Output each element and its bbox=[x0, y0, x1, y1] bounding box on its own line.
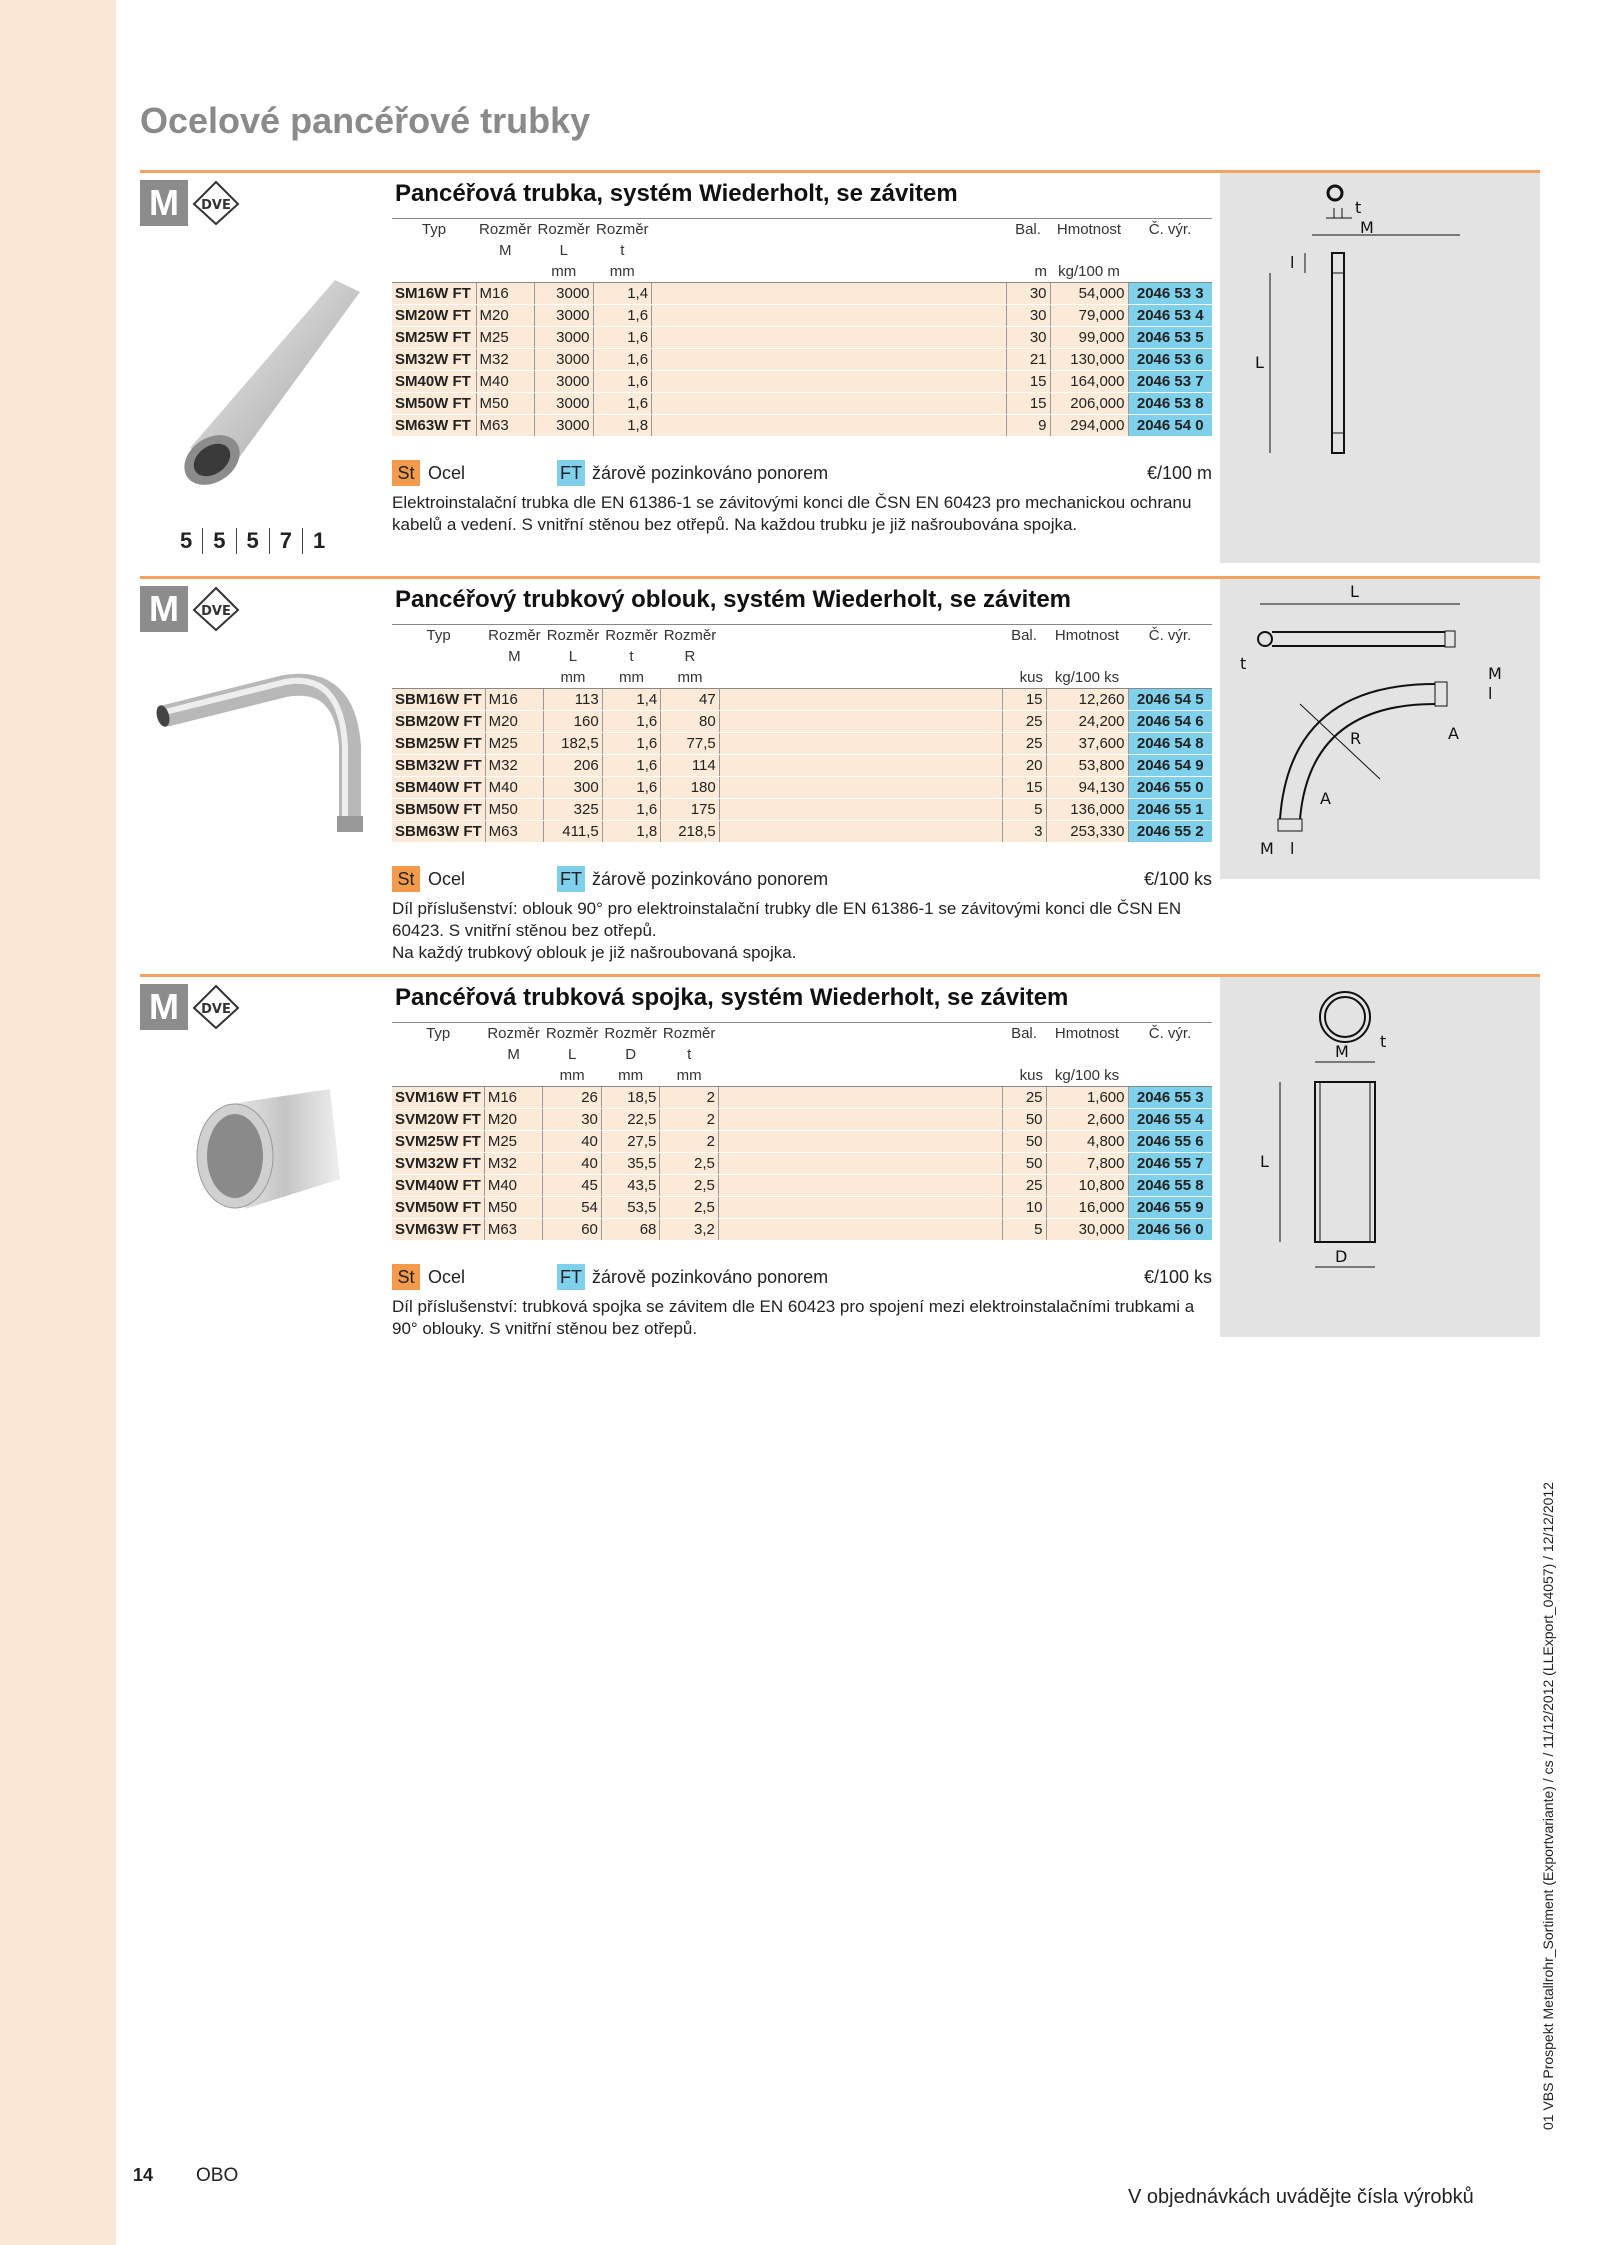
price-unit: €/100 m bbox=[1146, 463, 1212, 483]
cell-b: 1,6 bbox=[602, 711, 661, 733]
cell-a: 45 bbox=[543, 1175, 602, 1197]
product-table: Typ Rozměr M Rozměr L Rozměr D Rozměr t Bal. Hmotnost Č. výr. mm mm mm kus kg/100 ks SVM16W FT M16 26 18,5 2 25 1,600 2046 55 3 SVM20W FT M20 30 22,5 2 50 2,600 2046 55 4 SVM25W FT M25 40 27,5 2 50 4,800 2046 55 6 SVM32W FT M32 40 35,5 2,5 50 7,800 2046 55 7 SVM40W FT M40 45 43,5 2,5 25 10,800 2046 55 8 SVM50W FT M50 54 53,5 2,5 10 16,000 2046 55 9 SVM63W FT M63 60 68 3,2 5 30,000 2046 56 0 bbox=[392, 1022, 1212, 1241]
svg-text:t: t bbox=[1380, 1032, 1387, 1051]
cell-cv: 2046 54 5 bbox=[1128, 689, 1212, 711]
svg-text:l: l bbox=[1488, 684, 1493, 703]
cell-bal: 25 bbox=[1002, 733, 1046, 755]
cell-hm: 1,600 bbox=[1046, 1087, 1128, 1109]
table-row bbox=[392, 1131, 1212, 1153]
cell-b: 1,8 bbox=[602, 821, 661, 843]
svg-text:L: L bbox=[1255, 353, 1264, 372]
cell-typ: SM40W FT bbox=[392, 371, 476, 393]
cell-a: 182,5 bbox=[544, 733, 603, 755]
cell-bal: 5 bbox=[1002, 1219, 1046, 1241]
cell-c: 47 bbox=[661, 689, 720, 711]
cell-cv: 2046 55 0 bbox=[1128, 777, 1212, 799]
cell-a: 30 bbox=[543, 1109, 602, 1131]
cell-hm: 130,000 bbox=[1050, 349, 1128, 371]
cell-m: M16 bbox=[476, 283, 535, 305]
cell-b: 1,6 bbox=[593, 305, 652, 327]
table-row bbox=[392, 393, 1212, 415]
cell-hm: 16,000 bbox=[1046, 1197, 1128, 1219]
material-st-badge: St bbox=[392, 866, 420, 892]
section-coupling bbox=[140, 974, 1540, 1354]
material-row: St Ocel FT žárově pozinkováno ponorem €/100 ks bbox=[392, 1264, 1212, 1290]
col-cislo: Č. výr. bbox=[1128, 219, 1212, 262]
cell-cv: 2046 54 0 bbox=[1128, 415, 1212, 437]
cell-bal: 10 bbox=[1002, 1197, 1046, 1219]
finish-ft-label: žárově pozinkováno ponorem bbox=[592, 463, 829, 483]
cell-b: 27,5 bbox=[601, 1131, 660, 1153]
svg-text:l: l bbox=[1290, 839, 1295, 858]
table-row bbox=[392, 1219, 1212, 1241]
table-row bbox=[392, 777, 1212, 799]
cell-hm: 12,260 bbox=[1046, 689, 1128, 711]
cell-cv: 2046 55 9 bbox=[1128, 1197, 1212, 1219]
cell-c: 2,5 bbox=[660, 1175, 719, 1197]
section-bend bbox=[140, 576, 1540, 976]
cell-m: M20 bbox=[485, 711, 544, 733]
table-row bbox=[392, 689, 1212, 711]
cell-b: 35,5 bbox=[601, 1153, 660, 1175]
material-row: St Ocel FT žárově pozinkováno ponorem €/100 ks bbox=[392, 866, 1212, 892]
badge-m: M bbox=[140, 984, 188, 1030]
svg-text:DVE: DVE bbox=[201, 1002, 231, 1017]
cell-cv: 2046 55 7 bbox=[1128, 1153, 1212, 1175]
cell-hm: 253,330 bbox=[1046, 821, 1128, 843]
cell-c: 175 bbox=[661, 799, 720, 821]
svg-text:L: L bbox=[1260, 1152, 1269, 1171]
cell-typ: SM25W FT bbox=[392, 327, 476, 349]
cell-b: 68 bbox=[601, 1219, 660, 1241]
table-row bbox=[392, 799, 1212, 821]
page-number: 14 bbox=[133, 2165, 154, 2185]
finish-ft-badge: FT bbox=[557, 460, 585, 486]
cell-m: M20 bbox=[476, 305, 535, 327]
vde-mark-icon bbox=[192, 180, 240, 226]
table-row bbox=[392, 711, 1212, 733]
cell-typ: SVM25W FT bbox=[392, 1131, 484, 1153]
cell-cv: 2046 53 6 bbox=[1128, 349, 1212, 371]
cell-hm: 136,000 bbox=[1046, 799, 1128, 821]
cell-hm: 206,000 bbox=[1050, 393, 1128, 415]
table-row bbox=[392, 1197, 1212, 1219]
cell-m: M32 bbox=[484, 1153, 543, 1175]
cell-cv: 2046 54 8 bbox=[1128, 733, 1212, 755]
cell-a: 40 bbox=[543, 1153, 602, 1175]
material-row bbox=[392, 460, 1212, 486]
cell-b: 22,5 bbox=[601, 1109, 660, 1131]
tube-photo bbox=[160, 280, 360, 500]
cell-m: M16 bbox=[484, 1087, 543, 1109]
table-row bbox=[392, 305, 1212, 327]
cell-cv: 2046 54 6 bbox=[1128, 711, 1212, 733]
cell-cv: 2046 55 3 bbox=[1128, 1087, 1212, 1109]
price-unit: €/100 ks bbox=[1143, 1267, 1212, 1287]
svg-text:A: A bbox=[1320, 789, 1331, 808]
cell-b: 1,6 bbox=[602, 733, 661, 755]
cell-bal: 25 bbox=[1002, 1087, 1046, 1109]
cell-m: M32 bbox=[485, 755, 544, 777]
svg-text:t: t bbox=[1355, 198, 1362, 217]
cell-b: 1,6 bbox=[593, 327, 652, 349]
table-row bbox=[392, 821, 1212, 843]
cell-typ: SM32W FT bbox=[392, 349, 476, 371]
table-row bbox=[392, 283, 1212, 305]
cell-c: 2 bbox=[660, 1109, 719, 1131]
svg-text:DVE: DVE bbox=[201, 198, 231, 213]
cell-a: 60 bbox=[543, 1219, 602, 1241]
cell-hm: 4,800 bbox=[1046, 1131, 1128, 1153]
table-row bbox=[392, 755, 1212, 777]
cell-m: M63 bbox=[476, 415, 535, 437]
bend-drawing bbox=[1220, 579, 1540, 879]
cell-a: 3000 bbox=[535, 305, 594, 327]
price-unit: €/100 ks bbox=[1143, 869, 1212, 889]
left-margin-strip bbox=[0, 0, 116, 2245]
cell-b: 1,6 bbox=[602, 777, 661, 799]
cell-bal: 15 bbox=[1006, 393, 1050, 415]
coupling-photo bbox=[180, 1084, 350, 1224]
cell-m: M40 bbox=[476, 371, 535, 393]
cell-cv: 2046 55 1 bbox=[1128, 799, 1212, 821]
section-title: Pancéřový trubkový oblouk, systém Wiederholt, se závitem bbox=[395, 586, 1072, 613]
cell-cv: 2046 56 0 bbox=[1128, 1219, 1212, 1241]
cell-cv: 2046 53 3 bbox=[1128, 283, 1212, 305]
table-row bbox=[392, 349, 1212, 371]
cell-c: 77,5 bbox=[661, 733, 720, 755]
vde-mark-icon bbox=[192, 984, 240, 1030]
svg-text:R: R bbox=[1350, 729, 1362, 748]
product-description: Díl příslušenství: trubková spojka se závitem dle EN 60423 pro spojení mezi elektroinstalačními trubkami a 90° oblouky. S vnitřní stěnou bez otřepů. bbox=[392, 1297, 1195, 1338]
col-hmotnost: Hmotnost bbox=[1050, 219, 1128, 262]
cell-m: M63 bbox=[484, 1219, 543, 1241]
unit-hm: kg/100 m bbox=[1050, 261, 1128, 283]
cell-c: 3,2 bbox=[660, 1219, 719, 1241]
cell-hm: 164,000 bbox=[1050, 371, 1128, 393]
col-bal: Bal. bbox=[1006, 219, 1050, 262]
cell-b: 1,8 bbox=[593, 415, 652, 437]
svg-text:DVE: DVE bbox=[201, 604, 231, 619]
cell-typ: SBM32W FT bbox=[392, 755, 485, 777]
cell-typ: SBM20W FT bbox=[392, 711, 485, 733]
cell-hm: 10,800 bbox=[1046, 1175, 1128, 1197]
cell-typ: SBM25W FT bbox=[392, 733, 485, 755]
cell-c: 2,5 bbox=[660, 1153, 719, 1175]
cell-c: 114 bbox=[661, 755, 720, 777]
cell-typ: SM16W FT bbox=[392, 283, 476, 305]
cell-a: 40 bbox=[543, 1131, 602, 1153]
cell-bal: 21 bbox=[1006, 349, 1050, 371]
table-row bbox=[392, 371, 1212, 393]
cell-bal: 30 bbox=[1006, 327, 1050, 349]
cell-bal: 50 bbox=[1002, 1109, 1046, 1131]
cell-m: M16 bbox=[485, 689, 544, 711]
cell-typ: SVM50W FT bbox=[392, 1197, 484, 1219]
col-m: Rozměr M bbox=[476, 219, 535, 262]
finish-ft-badge: FT bbox=[557, 866, 585, 892]
cell-cv: 2046 53 5 bbox=[1128, 327, 1212, 349]
cell-cv: 2046 55 6 bbox=[1128, 1131, 1212, 1153]
cell-hm: 94,130 bbox=[1046, 777, 1128, 799]
svg-text:t: t bbox=[1240, 654, 1247, 673]
cell-hm: 79,000 bbox=[1050, 305, 1128, 327]
vde-mark-icon bbox=[192, 586, 240, 632]
cell-a: 3000 bbox=[535, 393, 594, 415]
svg-text:M: M bbox=[1488, 664, 1502, 683]
cell-hm: 7,800 bbox=[1046, 1153, 1128, 1175]
table-row bbox=[392, 327, 1212, 349]
badge-m: M bbox=[140, 180, 188, 226]
section-title: Pancéřová trubková spojka, systém Wiederholt, se závitem bbox=[395, 984, 1069, 1011]
col-l: Rozměr L bbox=[535, 219, 594, 262]
brand: OBO bbox=[196, 2165, 239, 2186]
cell-bal: 25 bbox=[1002, 1175, 1046, 1197]
cell-hm: 53,800 bbox=[1046, 755, 1128, 777]
cell-a: 54 bbox=[543, 1197, 602, 1219]
cell-a: 206 bbox=[544, 755, 603, 777]
col-typ: Typ bbox=[392, 219, 476, 262]
table-row bbox=[392, 1087, 1212, 1109]
cell-a: 3000 bbox=[535, 371, 594, 393]
cell-typ: SBM16W FT bbox=[392, 689, 485, 711]
table-row bbox=[392, 1109, 1212, 1131]
page-title: Ocelové pancéřové trubky bbox=[140, 100, 591, 141]
svg-text:M: M bbox=[1360, 218, 1374, 237]
material-st-badge: St bbox=[392, 460, 420, 486]
cell-cv: 2046 54 9 bbox=[1128, 755, 1212, 777]
cell-m: M63 bbox=[485, 821, 544, 843]
cell-bal: 3 bbox=[1002, 821, 1046, 843]
unit-l: mm bbox=[535, 261, 594, 283]
svg-text:M: M bbox=[1335, 1042, 1349, 1061]
cell-a: 3000 bbox=[535, 327, 594, 349]
svg-text:l: l bbox=[1290, 253, 1295, 272]
cell-a: 3000 bbox=[535, 283, 594, 305]
cell-bal: 50 bbox=[1002, 1153, 1046, 1175]
cell-hm: 99,000 bbox=[1050, 327, 1128, 349]
cell-typ: SVM63W FT bbox=[392, 1219, 484, 1241]
cell-typ: SBM40W FT bbox=[392, 777, 485, 799]
cell-typ: SVM40W FT bbox=[392, 1175, 484, 1197]
cell-m: M40 bbox=[485, 777, 544, 799]
section-title: Pancéřová trubka, systém Wiederholt, se závitem bbox=[395, 180, 958, 207]
cell-typ: SM50W FT bbox=[392, 393, 476, 415]
cell-hm: 37,600 bbox=[1046, 733, 1128, 755]
table-row bbox=[392, 415, 1212, 437]
cell-b: 18,5 bbox=[601, 1087, 660, 1109]
cell-a: 325 bbox=[544, 799, 603, 821]
cell-cv: 2046 55 8 bbox=[1128, 1175, 1212, 1197]
cell-hm: 294,000 bbox=[1050, 415, 1128, 437]
cell-typ: SBM63W FT bbox=[392, 821, 485, 843]
cell-a: 300 bbox=[544, 777, 603, 799]
cell-m: M32 bbox=[476, 349, 535, 371]
cell-bal: 9 bbox=[1006, 415, 1050, 437]
cell-bal: 20 bbox=[1002, 755, 1046, 777]
cell-bal: 15 bbox=[1002, 777, 1046, 799]
cell-hm: 54,000 bbox=[1050, 283, 1128, 305]
cell-bal: 50 bbox=[1002, 1131, 1046, 1153]
cell-c: 218,5 bbox=[661, 821, 720, 843]
cell-m: M50 bbox=[484, 1197, 543, 1219]
cell-c: 2 bbox=[660, 1131, 719, 1153]
cell-typ: SM20W FT bbox=[392, 305, 476, 327]
cell-bal: 25 bbox=[1002, 711, 1046, 733]
finish-ft-badge: FT bbox=[557, 1264, 585, 1290]
product-table: Typ Rozměr M Rozměr L Rozměr t Rozměr R Bal. Hmotnost Č. výr. mm mm mm kus kg/100 ks SBM16W FT M16 113 1,4 47 15 12,260 2046 54 5 SBM20W FT M20 160 1,6 80 25 24,200 2046 54 6 SBM25W FT M25 182,5 1,6 77,5 25 37,600 2046 54 8 SBM32W FT M32 206 1,6 114 20 53,800 2046 54 9 SBM40W FT M40 300 1,6 180 15 94,130 2046 55 0 SBM50W FT M50 325 1,6 175 5 136,000 2046 55 1 SBM63W FT M63 411,5 1,8 218,5 3 253,330 2046 55 2 bbox=[392, 624, 1212, 843]
cell-b: 1,4 bbox=[602, 689, 661, 711]
cell-cv: 2046 53 4 bbox=[1128, 305, 1212, 327]
cell-c: 2 bbox=[660, 1087, 719, 1109]
cell-b: 53,5 bbox=[601, 1197, 660, 1219]
unit-bal: m bbox=[1006, 261, 1050, 283]
cell-cv: 2046 55 4 bbox=[1128, 1109, 1212, 1131]
print-info: 01 VBS Prospekt Metallrohr_Sortiment (Exportvariante) / cs / 11/12/2012 (LLExport_04057) / 12/12/2012 bbox=[1540, 1482, 1556, 2130]
cell-m: M20 bbox=[484, 1109, 543, 1131]
cell-m: M40 bbox=[484, 1175, 543, 1197]
cell-b: 43,5 bbox=[601, 1175, 660, 1197]
cell-m: M25 bbox=[484, 1131, 543, 1153]
cell-b: 1,6 bbox=[593, 349, 652, 371]
material-st-label: Ocel bbox=[428, 463, 466, 483]
cell-hm: 30,000 bbox=[1046, 1219, 1128, 1241]
cell-m: M50 bbox=[485, 799, 544, 821]
cell-typ: SM63W FT bbox=[392, 415, 476, 437]
cell-a: 113 bbox=[544, 689, 603, 711]
cell-bal: 15 bbox=[1002, 689, 1046, 711]
coupling-drawing bbox=[1220, 977, 1540, 1337]
cell-typ: SVM16W FT bbox=[392, 1087, 484, 1109]
cell-m: M25 bbox=[485, 733, 544, 755]
cell-a: 160 bbox=[544, 711, 603, 733]
cell-bal: 30 bbox=[1006, 305, 1050, 327]
svg-text:L: L bbox=[1350, 582, 1359, 601]
product-table bbox=[392, 218, 1212, 437]
cell-a: 3000 bbox=[535, 349, 594, 371]
cell-typ: SVM20W FT bbox=[392, 1109, 484, 1131]
unit-t: mm bbox=[593, 261, 652, 283]
material-st-badge: St bbox=[392, 1264, 420, 1290]
table-row bbox=[392, 733, 1212, 755]
cell-m: M25 bbox=[476, 327, 535, 349]
cell-typ: SBM50W FT bbox=[392, 799, 485, 821]
cell-bal: 15 bbox=[1006, 371, 1050, 393]
cell-b: 1,6 bbox=[593, 371, 652, 393]
tube-drawing bbox=[1220, 173, 1540, 563]
cell-bal: 5 bbox=[1002, 799, 1046, 821]
cell-hm: 24,200 bbox=[1046, 711, 1128, 733]
col-spacer bbox=[652, 219, 1006, 262]
cell-b: 1,6 bbox=[602, 755, 661, 777]
col-t: Rozměr t bbox=[593, 219, 652, 262]
cell-typ: SVM32W FT bbox=[392, 1153, 484, 1175]
product-description: Díl příslušenství: oblouk 90° pro elektroinstalační trubky dle EN 61386-1 se závitovými konci dle ČSN EN 60423. S vnitřní stěnou bez otřepů. Na každý trubkový oblouk je již našroubovaná spojka. bbox=[392, 899, 1182, 962]
cell-a: 3000 bbox=[535, 415, 594, 437]
cell-cv: 2046 53 7 bbox=[1128, 371, 1212, 393]
cell-c: 80 bbox=[661, 711, 720, 733]
product-description: Elektroinstalační trubka dle EN 61386-1 se závitovými konci dle ČSN EN 60423 pro mechanickou ochranu kabelů a vedení. S vnitřní stěnou bez otřepů. Na každou trubku je již našroubována spojka. bbox=[392, 493, 1192, 534]
cell-m: M50 bbox=[476, 393, 535, 415]
cell-b: 1,6 bbox=[602, 799, 661, 821]
cell-a: 26 bbox=[543, 1087, 602, 1109]
badge-m: M bbox=[140, 586, 188, 632]
cell-hm: 2,600 bbox=[1046, 1109, 1128, 1131]
cell-cv: 2046 55 2 bbox=[1128, 821, 1212, 843]
cell-cv: 2046 53 8 bbox=[1128, 393, 1212, 415]
table-row bbox=[392, 1153, 1212, 1175]
cell-a: 411,5 bbox=[544, 821, 603, 843]
section-tube bbox=[140, 170, 1540, 570]
cell-c: 180 bbox=[661, 777, 720, 799]
cell-b: 1,6 bbox=[593, 393, 652, 415]
packaging-digits: 5 5 5 7 1 bbox=[170, 528, 335, 554]
cell-bal: 30 bbox=[1006, 283, 1050, 305]
svg-text:D: D bbox=[1335, 1247, 1348, 1266]
footer-note: V objednávkách uvádějte čísla výrobků bbox=[1128, 2186, 1474, 2208]
svg-text:A: A bbox=[1448, 724, 1459, 743]
cell-b: 1,4 bbox=[593, 283, 652, 305]
table-row bbox=[392, 1175, 1212, 1197]
cell-c: 2,5 bbox=[660, 1197, 719, 1219]
bend-photo bbox=[145, 666, 375, 846]
svg-text:M: M bbox=[1260, 839, 1274, 858]
